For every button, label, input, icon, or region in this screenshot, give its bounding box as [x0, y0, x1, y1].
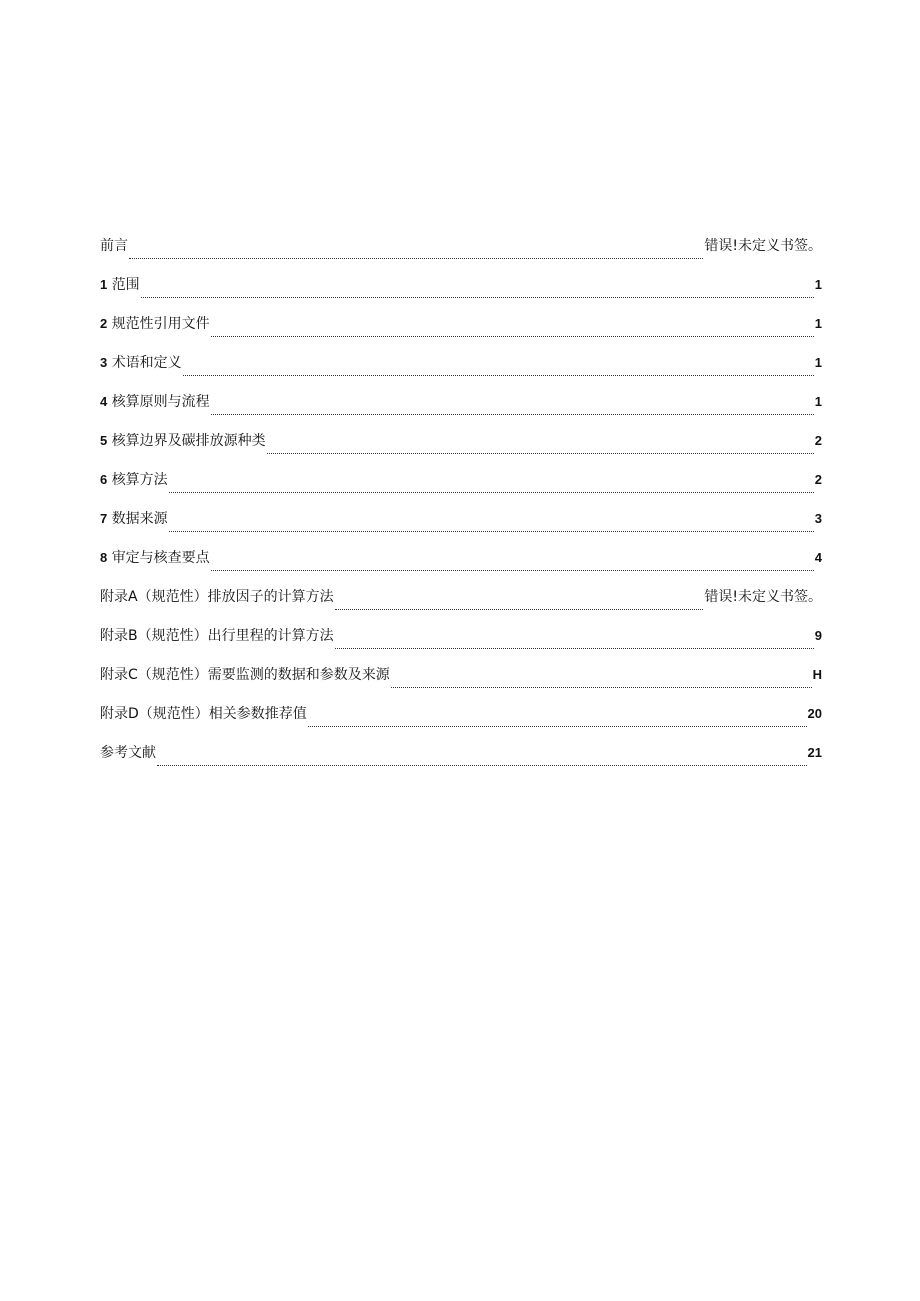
toc-entry-label: 核算方法 [111, 472, 168, 488]
toc-entry-label: 数据来源 [111, 511, 168, 527]
toc-entry[interactable] [100, 584, 822, 623]
toc-dot-leader [391, 686, 812, 688]
toc-entry-title [100, 311, 210, 337]
toc-dot-leader [169, 530, 814, 532]
toc-entry-label: 参考文献 [100, 745, 156, 761]
toc-entry-title [100, 740, 156, 766]
toc-entry-label: 规范性引用文件 [111, 316, 210, 332]
toc-entry-title [100, 662, 390, 688]
toc-dot-leader [183, 374, 814, 376]
table-of-contents [100, 233, 822, 779]
toc-entry-title [100, 506, 168, 532]
toc-entry[interactable] [100, 350, 822, 389]
toc-entry-page: 1 [814, 355, 822, 370]
toc-entry-label: 附录B（规范性）出行里程的计算方法 [100, 628, 334, 644]
toc-dot-leader [157, 764, 807, 766]
toc-entry-page: 9 [814, 628, 822, 643]
toc-entry-label: 审定与核查要点 [111, 550, 210, 566]
toc-entry-label: 术语和定义 [111, 355, 182, 371]
toc-entry-page: 3 [814, 511, 822, 526]
toc-entry[interactable] [100, 623, 822, 662]
toc-dot-leader [211, 569, 814, 571]
toc-entry-number: 8 [100, 550, 108, 565]
toc-entry-page: 2 [814, 472, 822, 487]
toc-entry-page: 4 [814, 550, 822, 565]
toc-entry[interactable] [100, 662, 822, 701]
toc-entry[interactable] [100, 506, 822, 545]
toc-entry-number: 5 [100, 433, 108, 448]
toc-entry[interactable] [100, 701, 822, 740]
toc-entry[interactable] [100, 428, 822, 467]
toc-entry-title [100, 350, 182, 376]
toc-entry-title [100, 584, 334, 610]
toc-entry[interactable] [100, 389, 822, 428]
toc-entry[interactable] [100, 233, 822, 272]
toc-dot-leader [335, 647, 814, 649]
toc-entry-title [100, 389, 210, 415]
toc-entry-label: 附录C（规范性）需要监测的数据和参数及来源 [100, 667, 390, 683]
toc-entry-label: 核算边界及碳排放源种类 [111, 433, 266, 449]
toc-entry-page: 错误!未定义书签。 [704, 589, 822, 605]
toc-entry[interactable] [100, 545, 822, 584]
toc-entry-title [100, 233, 128, 259]
toc-entry-number: 3 [100, 355, 108, 370]
toc-entry-page: H [812, 667, 822, 682]
toc-dot-leader [335, 608, 704, 610]
toc-dot-leader [211, 335, 814, 337]
toc-entry-number: 6 [100, 472, 108, 487]
toc-entry-page: 2 [814, 433, 822, 448]
toc-dot-leader [169, 491, 814, 493]
toc-entry-number: 1 [100, 277, 108, 292]
toc-entry-label: 核算原则与流程 [111, 394, 210, 410]
toc-entry-page: 错误!未定义书签。 [704, 238, 822, 254]
toc-entry[interactable] [100, 740, 822, 779]
toc-entry-title [100, 428, 266, 454]
toc-entry-label: 范围 [111, 277, 140, 293]
toc-entry-number: 4 [100, 394, 108, 409]
toc-dot-leader [267, 452, 814, 454]
toc-dot-leader [141, 296, 814, 298]
toc-entry-page: 1 [814, 316, 822, 331]
toc-entry-label: 前言 [100, 238, 128, 254]
toc-dot-leader [129, 257, 703, 259]
toc-entry-page: 1 [814, 277, 822, 292]
toc-entry-label: 附录D（规范性）相关参数推荐值 [100, 706, 307, 722]
toc-entry-number: 2 [100, 316, 108, 331]
toc-entry-number: 7 [100, 511, 108, 526]
toc-entry-title [100, 272, 140, 298]
toc-dot-leader [308, 725, 807, 727]
toc-entry-title [100, 623, 334, 649]
toc-entry-page: 21 [807, 745, 822, 760]
toc-dot-leader [211, 413, 814, 415]
toc-entry-title [100, 545, 210, 571]
toc-entry[interactable] [100, 311, 822, 350]
toc-entry[interactable] [100, 272, 822, 311]
toc-entry-page: 20 [807, 706, 822, 721]
toc-entry-title [100, 467, 168, 493]
toc-entry[interactable] [100, 467, 822, 506]
toc-entry-label: 附录A（规范性）排放因子的计算方法 [100, 589, 334, 605]
toc-entry-title [100, 701, 307, 727]
toc-entry-page: 1 [814, 394, 822, 409]
